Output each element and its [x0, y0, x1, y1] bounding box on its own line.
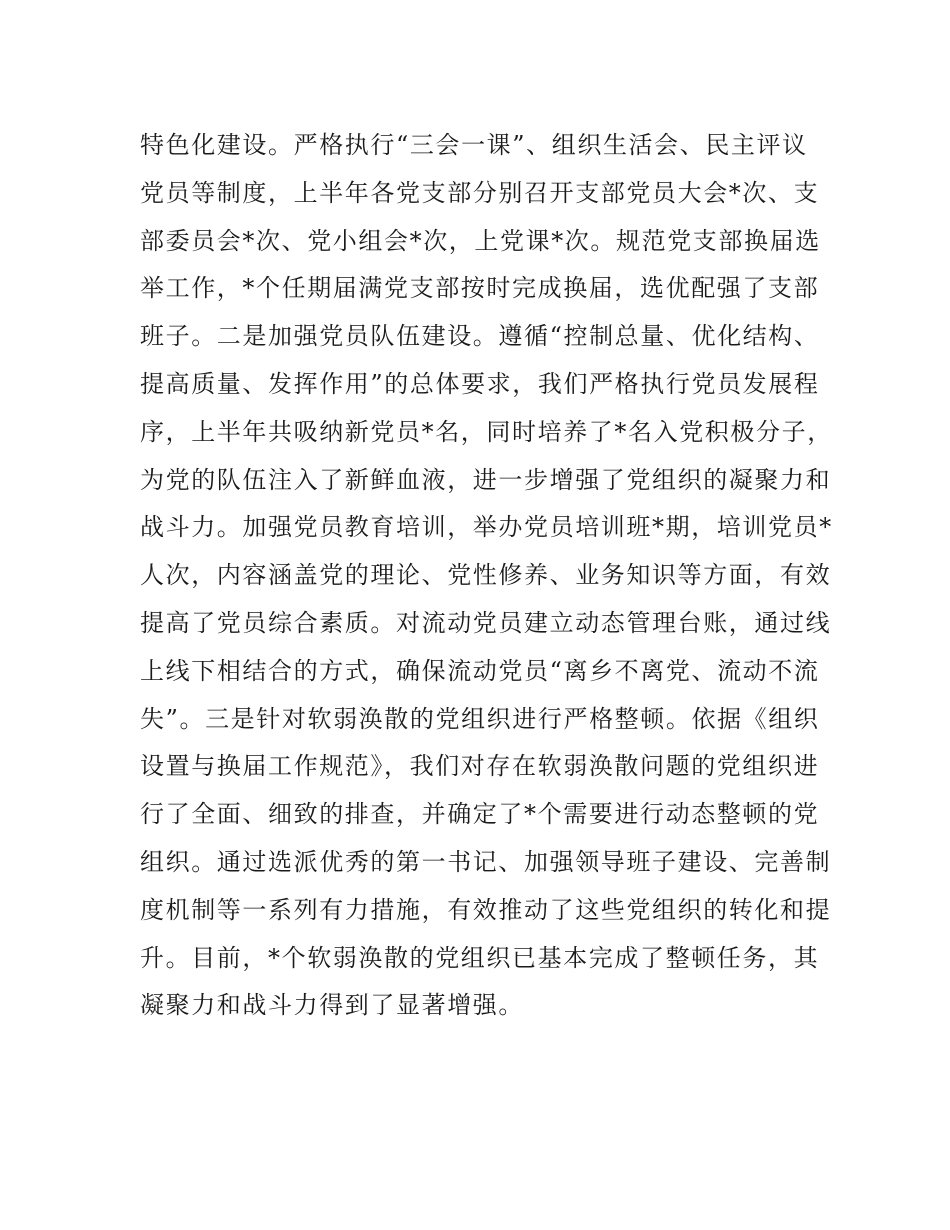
text-line: 举工作，*个任期届满党支部按时完成换届，选优配强了支部 [140, 274, 820, 303]
text-line: 为党的队伍注入了新鲜血液，进一步增强了党组织的凝聚力和 [140, 465, 832, 494]
text-line: 行了全面、细致的排查，并确定了*个需要进行动态整顿的党 [140, 800, 820, 829]
text-line: 战斗力。加强党员教育培训，举办党员培训班*期，培训党员* [140, 513, 833, 542]
text-line: 升。目前，*个软弱涣散的党组织已基本完成了整顿任务，其 [140, 943, 820, 972]
text-line: 失”。三是针对软弱涣散的党组织进行严格整顿。依据《组织 [140, 704, 820, 733]
text-line: 设置与换届工作规范》，我们对存在软弱涣散问题的党组织进 [140, 752, 820, 781]
text-line: 提高质量、发挥作用”的总体要求，我们严格执行党员发展程 [140, 369, 820, 398]
text-line: 人次，内容涵盖党的理论、党性修养、业务知识等方面，有效 [140, 561, 832, 590]
text-line: 组织。通过选派优秀的第一书记、加强领导班子建设、完善制 [140, 847, 832, 876]
text-line: 序，上半年共吸纳新党员*名，同时培养了*名入党积极分子， [140, 417, 833, 446]
text-line: 提高了党员综合素质。对流动党员建立动态管理台账，通过线 [140, 608, 832, 637]
body-paragraph [140, 122, 833, 1030]
text-line: 部委员会*次、党小组会*次，上党课*次。规范党支部换届选 [140, 226, 821, 255]
text-line: 特色化建设。严格执行“三会一课”、组织生活会、民主评议 [140, 131, 808, 159]
text-line: 度机制等一系列有力措施，有效推动了这些党组织的转化和提 [140, 895, 832, 924]
text-line: 班子。二是加强党员队伍建设。遵循“控制总量、优化结构、 [140, 322, 820, 351]
text-line: 凝聚力和战斗力得到了显著增强。 [140, 991, 524, 1020]
text-line: 上线下相结合的方式，确保流动党员“离乡不离党、流动不流 [140, 656, 820, 685]
text-line: 党员等制度，上半年各党支部分别召开支部党员大会*次、支 [140, 178, 820, 207]
